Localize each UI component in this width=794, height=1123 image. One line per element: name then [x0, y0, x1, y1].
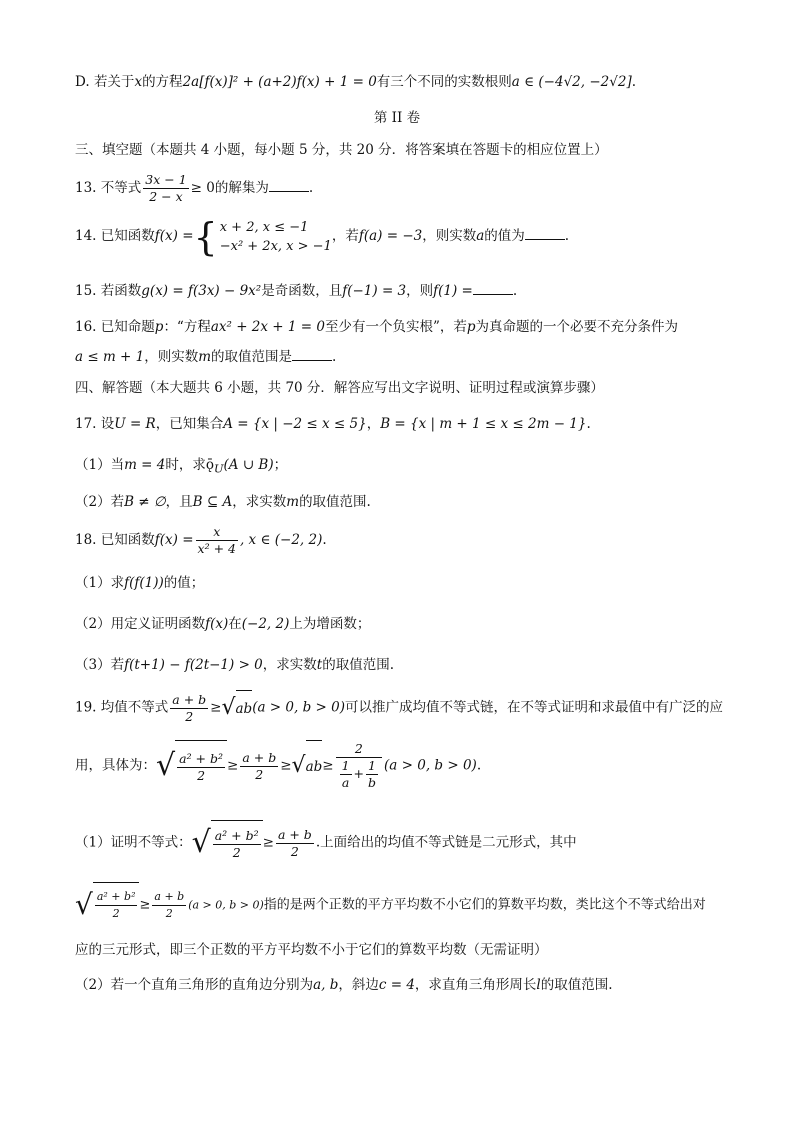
- fraction-numerator: a + b: [172, 691, 207, 707]
- punctuation: .: [512, 283, 518, 299]
- part-text: （2）用定义证明函数: [75, 616, 206, 632]
- radicand: ab: [306, 740, 323, 792]
- question-17-part-1: [75, 455, 724, 480]
- part-text: （1）证明不等式：: [75, 834, 192, 851]
- question-19-part-1-continued: [75, 882, 724, 928]
- case-2: −x² + 2x, x > −1: [219, 238, 332, 254]
- part-text: （1）当: [75, 457, 125, 473]
- relation: ≥: [262, 834, 274, 851]
- fraction: [170, 692, 208, 725]
- part-text: 指的是两个正数的平方平均数不小它们的算数平均数，类比这个不等式给出对: [263, 897, 706, 913]
- part-text: （2）若: [75, 494, 125, 510]
- square-root: √ $\frac{\text{a² + b²}}{2}$: [192, 820, 263, 866]
- square-root: √ $\frac{\text{a² + b²}}{2}$: [156, 740, 227, 792]
- fraction-numerator: 1: [366, 758, 378, 775]
- option-text: 有三个不同的实数根则: [376, 74, 512, 90]
- section-heading-solutions: 四、解答题（本大题共 6 小题，共 70 分．解答应写出文字说明、证明过程或演算步骤）: [75, 380, 604, 396]
- complement-symbol: ǭ: [205, 457, 215, 473]
- expression: f(f(1)): [124, 575, 164, 591]
- hypotenuse: c = 4: [378, 977, 415, 993]
- question-text: 已知函数: [100, 228, 155, 244]
- set-expression: (A ∪ B): [223, 457, 274, 473]
- square-root: √ab: [292, 740, 323, 792]
- question-text: ：“方程: [163, 319, 211, 335]
- question-text: 的解集为: [214, 180, 269, 196]
- variable-t: t: [316, 657, 323, 673]
- question-text: ，则实数: [422, 228, 477, 244]
- condition: B ⊆ A: [192, 494, 233, 510]
- part-text: .上面给出的均值不等式链是二元形式，其中: [315, 834, 577, 851]
- fraction-denominator: 2: [197, 768, 206, 783]
- punctuation: .: [564, 228, 570, 244]
- result-interval: a ∈ (−4√2, −2√2]: [511, 74, 632, 90]
- part-text: （2）若一个直角三角形的直角边分别为: [75, 977, 314, 993]
- answer-blank[interactable]: [525, 227, 565, 240]
- question-text: ，已知集合: [155, 416, 224, 432]
- question-18-part-1: [75, 573, 724, 593]
- question-18-part-3: [75, 655, 724, 675]
- part-text: （3）若: [75, 657, 125, 673]
- complement-subscript: U: [214, 462, 224, 476]
- fraction-denominator: 2: [112, 907, 120, 920]
- question-16-line-1: [75, 317, 724, 337]
- question-19-inequality-chain: [75, 740, 724, 792]
- punctuation: .: [308, 180, 314, 196]
- condition: m = 4: [124, 457, 166, 473]
- fraction-numerator: a² + b²: [179, 751, 224, 766]
- part-text: （1）求: [75, 575, 125, 591]
- punctuation: .: [322, 532, 327, 548]
- part-text: 在: [228, 616, 242, 632]
- question-text: 若函数: [100, 283, 142, 299]
- question-text: 均值不等式: [100, 699, 169, 716]
- question-17: [75, 414, 724, 434]
- question-number: 18.: [75, 532, 97, 548]
- option-label: D.: [75, 74, 90, 90]
- fraction-numerator: 2: [336, 741, 382, 758]
- part-text: ，求实数: [232, 494, 287, 510]
- question-text: 已知命题: [100, 319, 155, 335]
- fraction-denominator: 2: [290, 843, 299, 859]
- part-text: ，斜边: [338, 977, 379, 993]
- case-1: x + 2, x ≤ −1: [219, 219, 309, 235]
- answer-blank[interactable]: [269, 179, 309, 192]
- part-text: ，且: [165, 494, 193, 510]
- fraction-numerator: x: [196, 524, 238, 541]
- fraction-denominator: 2: [232, 845, 241, 860]
- relation: ≥: [227, 757, 239, 774]
- punctuation: .: [631, 74, 637, 90]
- question-text: 不等式: [100, 180, 142, 196]
- function-name: f(x) =: [154, 228, 194, 244]
- fraction-numerator: 1: [341, 758, 350, 773]
- variable: a: [476, 228, 485, 244]
- punctuation: .: [586, 416, 591, 432]
- relation: ≥: [322, 757, 334, 774]
- question-number: 16.: [75, 319, 97, 335]
- question-18: [75, 523, 724, 557]
- legs: a, b: [313, 977, 339, 993]
- fraction-denominator: 2: [165, 906, 173, 920]
- radicand: ab: [236, 690, 253, 726]
- question-number: 19.: [75, 699, 97, 716]
- question-text: 设: [100, 416, 115, 432]
- expression: f(x): [205, 616, 229, 632]
- question-text: 为真命题的一个必要不充分条件为: [475, 319, 679, 335]
- question-text: 可以推广成均值不等式链，在不等式证明和求最值中有广泛的应: [344, 699, 723, 716]
- variable-m: m: [198, 349, 212, 365]
- question-number: 17.: [75, 416, 97, 432]
- question-number: 14.: [75, 228, 97, 244]
- question-text: 的值为: [484, 228, 525, 244]
- question-18-part-2: [75, 614, 724, 634]
- square-root: √ab: [221, 690, 252, 726]
- plus-sign: +: [353, 766, 365, 781]
- fraction-denominator: 2: [185, 708, 194, 724]
- condition: f(−1) = 3: [342, 283, 407, 299]
- set-b: B = {x | m + 1 ≤ x ≤ 2m − 1}: [380, 416, 587, 432]
- fraction: [196, 524, 238, 557]
- fraction-numerator: a + b: [277, 826, 312, 842]
- punctuation: .: [332, 349, 337, 365]
- question-19: [75, 690, 724, 726]
- option-text: 若关于: [93, 74, 135, 90]
- condition: a ≤ m + 1: [75, 349, 145, 365]
- interval: (−2, 2): [241, 616, 290, 632]
- question-14: [75, 214, 724, 258]
- question-text: 用，具体为：: [75, 757, 156, 774]
- punctuation: ；: [273, 457, 288, 473]
- asked-value: f(1) =: [433, 283, 473, 299]
- condition: (a > 0, b > 0): [252, 699, 345, 716]
- question-19-part-1: [75, 820, 724, 866]
- function-expr: g(x) = f(3x) − 9x²: [141, 283, 262, 299]
- fraction-numerator: a + b: [152, 889, 186, 906]
- question-text: ，则实数: [144, 349, 199, 365]
- harmonic-fraction: [336, 741, 382, 791]
- relation: ≥: [210, 699, 222, 716]
- condition: (a > 0, b > 0): [188, 898, 264, 912]
- condition: f(a) = −3: [358, 228, 423, 244]
- part-text: 的取值范围.: [299, 494, 371, 510]
- domain: , x ∈ (−2, 2): [239, 532, 323, 548]
- option-d-line: [75, 72, 724, 92]
- option-text: 的方程: [142, 74, 183, 90]
- question-17-part-2: [75, 492, 724, 512]
- fraction-numerator: 3x − 1: [145, 172, 187, 187]
- part-text: 的值；: [163, 575, 205, 591]
- relation: ≥: [139, 897, 151, 913]
- fraction-numerator: a² + b²: [214, 828, 259, 843]
- part-text: 上为增函数；: [289, 616, 371, 632]
- question-text: 是奇函数，且: [261, 283, 343, 299]
- section-heading-fill-in: 三、填空题（本题共 4 小题，每小题 5 分，共 20 分．将答案填在答题卡的相应位置上）: [75, 142, 608, 158]
- relation: ≥: [280, 757, 292, 774]
- fraction-denominator: b: [368, 775, 377, 790]
- question-16-line-2: [75, 347, 724, 367]
- left-brace: {: [193, 214, 218, 259]
- part-text: 的取值范围.: [540, 977, 613, 993]
- inequality: f(t+1) − f(2t−1) > 0: [124, 657, 263, 673]
- question-19-part-2: [75, 975, 724, 995]
- part-text: 时，求: [165, 457, 206, 473]
- function-name: f(x) =: [154, 532, 194, 548]
- variable-m: m: [286, 494, 300, 510]
- variable-p: p: [466, 319, 476, 335]
- fraction: [152, 889, 186, 922]
- variable-l: l: [536, 977, 541, 993]
- fraction: [143, 172, 188, 205]
- punctuation: .: [476, 757, 482, 774]
- fraction-numerator: a² + b²: [95, 889, 138, 906]
- punctuation: ，: [366, 416, 381, 432]
- part-text: ，求直角三角形周长: [414, 977, 537, 993]
- question-number: 15.: [75, 283, 97, 299]
- universal-set: U = R: [114, 416, 156, 432]
- piecewise-cases: [220, 218, 332, 256]
- question-15: [75, 281, 724, 301]
- volume-title: 第 II 卷: [373, 110, 421, 126]
- question-text: ，若: [331, 228, 359, 244]
- question-text: 的取值范围是: [211, 349, 293, 365]
- fraction-denominator: a: [341, 775, 350, 790]
- part-text: 的取值范围.: [322, 657, 395, 673]
- question-text: 至少有一个负实根”，若: [324, 319, 467, 335]
- fraction: [240, 750, 278, 783]
- condition: B ≠ ∅: [124, 494, 166, 510]
- equation: ax² + 2x + 1 = 0: [210, 319, 325, 335]
- condition: (a > 0, b > 0): [384, 757, 477, 774]
- question-text: ，则: [406, 283, 434, 299]
- variable-p: p: [154, 319, 164, 335]
- question-text: 已知函数: [100, 532, 155, 548]
- variable-x: x: [134, 74, 143, 90]
- square-root: √ $\frac{\text{a² + b²}}{2}$: [75, 882, 139, 928]
- set-a: A = {x | −2 ≤ x ≤ 5}: [223, 416, 367, 432]
- fraction-denominator: 2 − x: [149, 189, 183, 204]
- fraction-denominator: x² + 4: [197, 541, 236, 556]
- relation: ≥ 0: [190, 180, 215, 196]
- fraction-numerator: a + b: [242, 749, 277, 765]
- part-text: ，求实数: [262, 657, 317, 673]
- answer-blank[interactable]: [292, 348, 332, 361]
- answer-blank[interactable]: [473, 282, 513, 295]
- equation: 2a[f(x)]² + (a+2)f(x) + 1 = 0: [182, 74, 377, 90]
- question-13: [75, 172, 724, 205]
- question-number: 13.: [75, 180, 97, 196]
- fraction: [276, 827, 314, 860]
- question-19-part-1-line-3: 应的三元形式，即三个正数的平方平均数不小于它们的算数平均数（无需证明）: [75, 942, 548, 958]
- fraction-denominator: 2: [255, 766, 264, 782]
